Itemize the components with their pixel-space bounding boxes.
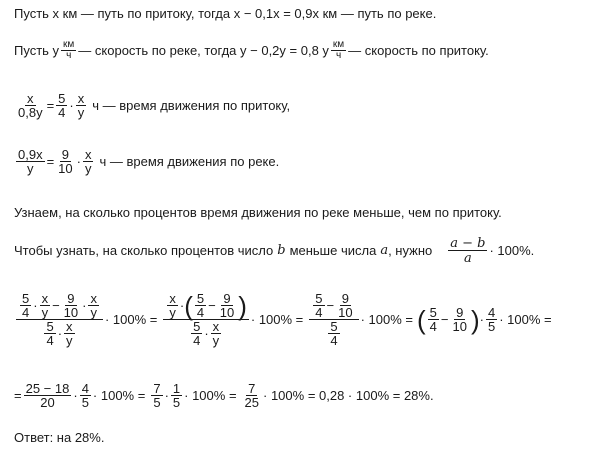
answer: Ответ: на 28%. — [14, 430, 105, 445]
main-expression: $\frac{5}{4}$ · $\frac{x}{y}$ − $\frac{9}{10}$ · $\frac{x}{y}$ $\frac{5}{4}$ · $\frac{x}{y}$ · 100% = $\frac{x}{y}$ · ( $\frac{5}{4}$ − $\frac{9}{10}$ ) $\frac{5}{4}$ · $\frac{x}{y}$ · 100% = $\frac{5}{4}$ − $\frac{9}{10}$ $\frac{5}{4}$ · 100% = ( $\frac{5}{4}$ − $\frac{9}{10}$ ) · $\frac{4}{5}$ · 100% = — [14, 292, 552, 347]
statement-river-path: Пусть x км — путь по притоку, тогда x − 0,1x = 0,9x км — путь по реке. — [14, 6, 437, 21]
task-statement: Узнаем, на сколько процентов время движения по реке меньше, чем по притоку. — [14, 205, 502, 220]
rule-fraction: $\frac{a - b}{a}$ — [450, 236, 486, 266]
percent-rule: Чтобы узнать, на сколько процентов число b меньше числа a , нужно $\frac{a - b}{a}$ · 100%. — [14, 236, 535, 266]
time-tributary: $\frac{x}{0,8y}$ = $\frac{5}{4}$ · $\frac{x}{y}$ ч — время движения по притоку, — [18, 91, 291, 120]
simplification: = $\frac{25 - 18}{20}$ · $\frac{4}{5}$ · 100% = $\frac{7}{5}$ · $\frac{1}{5}$ · 100% = $\frac{7}{25}$ · 100% = 0,28 · 100% = 28%. — [14, 381, 434, 410]
statement-speeds: Пусть y $\frac{км}{ч}$ — скорость по реке, тогда y − 0,2y = 0,8 y $\frac{км}{ч}$ — скорость по притоку. — [14, 39, 489, 61]
unit-km-per-h: $\frac{км}{ч}$ — [332, 39, 345, 61]
unit-km-per-h: $\frac{км}{ч}$ — [63, 39, 75, 61]
time-river: $\frac{0,9x}{y}$ = $\frac{9}{10}$ · $\frac{x}{y}$ ч — время движения по реке. — [18, 147, 280, 176]
